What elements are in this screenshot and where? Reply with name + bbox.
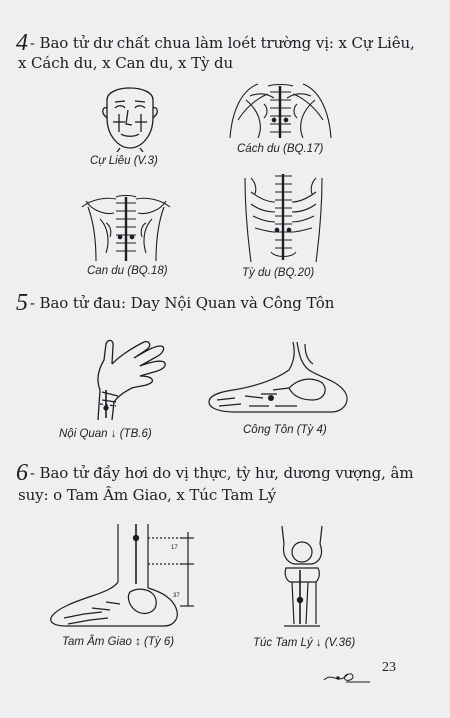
section-5-text-1: - Bao tử đau: Day Nội Quan và Công Tôn [29, 294, 335, 312]
caption-ty-du: Tỳ du (BQ.20) [242, 267, 315, 279]
section-4-line-2: x Cách du, x Can du, x Tỳ du [18, 54, 234, 72]
lower-back-figure [241, 172, 326, 264]
caption-can-du: Can du (BQ.18) [87, 265, 168, 277]
hand-figure [88, 330, 170, 422]
caption-cong-ton: Công Tôn (Tỳ 4) [243, 424, 327, 436]
section-6-line-1 [16, 462, 413, 485]
caption-noi-quan: Nội Quan ↓ (TB.6) [59, 428, 152, 440]
section-5-number: 5 [16, 290, 28, 316]
section-6-line-2: suy: o Tam Âm Giao, x Túc Tam Lý [18, 486, 277, 504]
ankle-foot-figure [44, 522, 194, 632]
page-number: 23 [382, 660, 396, 675]
section-4-text-1: - Bao tử dư chất chua làm loét trường vị: x Cự Liêu, [29, 34, 415, 52]
ruler-mark-lower: 37 [173, 593, 180, 599]
upper-back-figure [228, 80, 333, 140]
caption-tam-am-giao: Tam Âm Giao ↕ (Tỳ 6) [62, 636, 175, 648]
caption-cu-lieu: Cự Liêu (V.3) [90, 155, 158, 167]
caption-tuc-tam-ly: Túc Tam Lý ↓ (V.36) [253, 637, 356, 649]
mid-back-figure [80, 193, 172, 263]
section-5-line-1 [16, 292, 334, 315]
section-6-number: 6 [16, 460, 28, 486]
ruler-mark-upper: 17 [171, 545, 178, 551]
section-6-text-1: - Bao tử đầy hơi do vị thực, tỳ hư, dương vượng, âm [29, 464, 414, 482]
face-figure [95, 80, 165, 152]
section-4-number: 4 [16, 30, 28, 56]
decorative-ornament-icon [322, 668, 372, 690]
caption-cach-du: Cách du (BQ.17) [237, 143, 324, 155]
foot-medial-figure [205, 340, 355, 418]
knee-figure [272, 524, 332, 628]
